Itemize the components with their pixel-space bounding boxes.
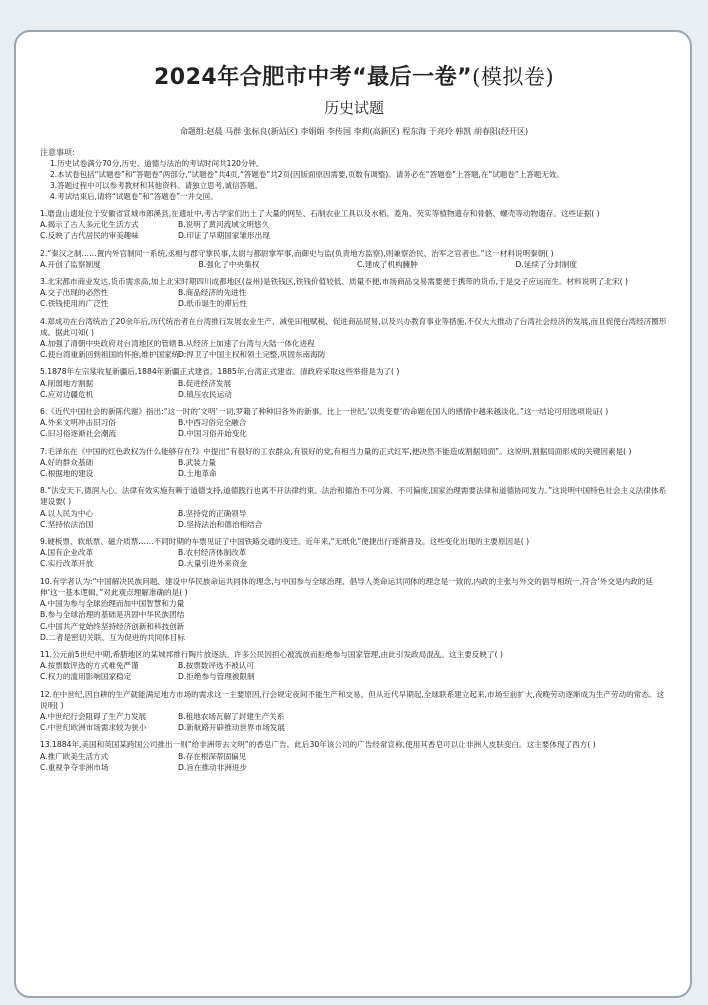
question-option: A.加强了清朝中央政府对台湾地区的管辖 <box>40 339 177 349</box>
question-option: D.延续了分封制度 <box>515 259 577 269</box>
question-option: D.中国习俗开始变化 <box>178 429 248 439</box>
question-6 <box>40 406 668 440</box>
question-option: C.权力的滥用影响国家稳定 <box>40 672 132 682</box>
question-option: D.坚持法治和德治相结合 <box>178 519 263 529</box>
question-option: A.好的群众基础 <box>40 457 94 467</box>
question-option: B.商品经济的先进性 <box>178 288 247 298</box>
exam-subtitle: 历史试题 <box>323 99 384 117</box>
question-option: B.按票数评选不被认可 <box>178 661 254 671</box>
question-option: C.中国共产党始终坚持经济创新和科技创新 <box>40 621 185 631</box>
question-option: C.反映了古代居民的审美趣味 <box>40 231 139 241</box>
question-option: B.从经济上加速了台湾与大陆一体化进程 <box>178 339 315 349</box>
question-option: A.中国为参与全球治理而加中国智慧和力量 <box>40 599 185 609</box>
question-list <box>40 208 668 773</box>
exam-paper <box>14 30 692 998</box>
question-stem: 6.《近代中国社会的新陈代谢》指出:“这一时的‘文明’一词,罗籍了种种旧各外的新事。比上一世纪,‘以夷变夏’的命题在国人的感情中越来越淡化。”这一结论可用选项说证( ) <box>40 407 609 417</box>
question-option: B.参与全球治理的基础是巩固中华民族团结 <box>40 610 185 620</box>
question-stem: 2.“秦汉之制……置内外官制同一系统,丞相与郡守掌民事,太尉与都尉掌军事,而御史与监(负责地方监察),则兼察治民、治军之官者也。”这一材料说明秦朝( ) <box>40 248 554 258</box>
question-option: C.应对边疆危机 <box>40 389 94 399</box>
exam-title <box>40 60 668 91</box>
question-option: D.土地革命 <box>178 469 217 479</box>
question-option: D.新航路开辟推动世界市场发展 <box>178 723 285 733</box>
question-13 <box>40 739 668 773</box>
question-option: A.国有企业改革 <box>40 548 94 558</box>
question-stem: 13.1884年,美国和英国某跨国公司推出一则“给非洲带去文明”的香皂广告。此后30年该公司的广告经常宣称,使用其香皂可以让非洲人皮肤变白。这主要体现了西方( ) <box>40 740 596 750</box>
question-stem: 4.郑成功在台湾统治了20余年后,历代统治者在台湾推行发展农业生产、减免田租赋税、促进商品贸易,以及兴办教育事业等措施,不仅大大推动了台湾社会经济的发展,而且促使台湾经济圈形成。据此可知( ) <box>40 316 667 337</box>
question-10 <box>40 576 668 643</box>
question-option: B.促进经济发展 <box>178 378 232 388</box>
question-option: D.旨在推动非洲进步 <box>178 762 248 772</box>
question-option: A.推广欧美生活方式 <box>40 751 109 761</box>
question-option: C.根据地的建设 <box>40 469 94 479</box>
question-stem: 7.毛泽东在《中国的红色政权为什么能够存在?》中提出“有很好的工农群众,有很好的党,有相当力量的正式红军,便决然不能造成割据局面”。这说明,割据局面形成的关键因素是( ) <box>40 446 632 456</box>
exam-title-main: 2024年合肥市中考“最后一卷” <box>153 65 473 90</box>
question-option: B.武装力量 <box>178 457 216 467</box>
question-option: A.以人民为中心 <box>40 508 94 518</box>
question-option: B.说明了黄河流域文明悠久 <box>178 220 270 230</box>
question-option: A.按票数评选的方式难免严谨 <box>40 661 139 671</box>
question-option: D.纸币诞生的滞后性 <box>178 299 248 309</box>
question-3 <box>40 276 668 310</box>
question-option: B.强化了中央集权 <box>198 259 260 269</box>
question-1 <box>40 208 668 242</box>
question-9 <box>40 536 668 570</box>
question-option: B.存在根深蒂固偏见 <box>178 751 247 761</box>
question-option: D.捍卫了中国主权和领土完整,巩固东南海防 <box>178 350 326 360</box>
question-option: D.镇压农民运动 <box>178 389 232 399</box>
question-option: B.坚持党的正确领导 <box>178 508 247 518</box>
question-12 <box>40 689 668 734</box>
question-option: B.租地农场瓦解了封建生产关系 <box>178 711 285 721</box>
question-stem: 1.磨盘山遗址位于安徽省宣城市郎溪县,在遗址中,考古学家们出土了大量的网坠、石制农业工具以及水稻、菱角、芡实等植物遗存和骨骼、螺壳等动物遗存。这些证据( ) <box>40 209 600 218</box>
notes-title: 注意事项: <box>40 148 75 157</box>
question-option: A.开创了监察制度 <box>40 259 101 269</box>
question-stem: 8.“法安天下,德润人心。法律有效实施有赖于道德支持,道德践行也离不开法律约束。法治和德治不可分离、不可偏废,国家治理需要法律和道德协同发力。”这说明中国特色社会主义法律体系建设要( ) <box>40 486 667 507</box>
question-option: A.交子出现的必然性 <box>40 288 109 298</box>
question-11 <box>40 649 668 683</box>
question-option: D.拒绝参与管理被限制 <box>178 672 255 682</box>
question-5 <box>40 366 668 400</box>
exam-notes <box>40 147 668 202</box>
question-option: C.坚持依法治国 <box>40 519 94 529</box>
question-stem: 12.在中世纪,因自耕的生产就能满足地方市场的需求这一主要原因,行会规定夜间不能生产和交易。但从近代早期起,全球联系建立起来,市场至前扩大,夜晚劳动逐渐成为生产劳动的常态。这说明( ) <box>40 689 665 710</box>
note-item: 2.本试卷包括“试题卷”和“答题卷”两部分,“试题卷”共4页,“答题卷”共2页(因版面原因需要,页数有调整)。请务必在“答题卷”上答题,在“试题卷”上答题无效。 <box>50 170 564 179</box>
question-option: C.旧习俗逐渐社会潮流 <box>40 429 117 439</box>
question-option: A.中世纪行会阻碍了生产力发展 <box>40 711 147 721</box>
question-stem: 11.公元前5世纪中期,希腊地区的某城邦推行陶片放逐法。许多公民因担心被流放而拒绝参与国家管理,由此引发政局混乱。这主要反映了( ) <box>40 649 503 659</box>
question-option: C.使台湾重新回到祖国的怀抱,维护国家统一 <box>40 350 187 360</box>
question-stem: 9.硬板票、软纸票、磁介质票……不同时期的车票见证了中国铁路交通的变迁。近年来,“无纸化”便捷出行逐渐普及。这些变化出现的主要原因是( ) <box>40 537 530 547</box>
question-stem: 3.北宋都市商业发达,货币需求高,加上北宋时期四川成都地区(益州)是铁钱区,铁钱价值较低、质量不便,市场商品交易需要便于携带的货币,于是交子应运而生。材料说明了北宋( ) <box>40 277 628 287</box>
question-stem: 5.1878年左宗棠收复新疆后,1884年新疆正式建省。1885年,台湾正式建省。清政府采取这些举措是为了( ) <box>40 367 400 377</box>
question-option: A.揭示了古人多元化生活方式 <box>40 220 139 230</box>
question-option: D.大量引进外来资金 <box>178 559 248 569</box>
question-option: C.中世纪欧洲市场需求较为狭小 <box>40 723 147 733</box>
question-option: B.农村经济体制改革 <box>178 548 247 558</box>
note-item: 3.答题过程中可以参考教材和其他资料。请独立思考,诚信答题。 <box>50 181 263 190</box>
question-2 <box>40 248 668 270</box>
question-option: C.重视争夺非洲市场 <box>40 762 109 772</box>
note-item: 1.历史试卷满分70分,历史、道德与法治的考试时间共120分钟。 <box>50 159 264 168</box>
exam-title-suffix: (模拟卷) <box>472 65 555 89</box>
question-option: A.外来文明冲击旧习俗 <box>40 418 116 428</box>
question-option: C.实行改革开放 <box>40 559 94 569</box>
question-option: C.建成了机构臃肿 <box>357 259 418 269</box>
question-stem: 10.有学者认为:“中国解决民族问题、建设中华民族命运共同体的理念,与中国参与全球治理、倡导人类命运共同体的理念是一致的,内政的主张与外交的倡导相统一,符合‘外交是内政的延伸’这一基本逻辑。”对此观点理解准确的是( ) <box>40 576 653 597</box>
question-8 <box>40 485 668 530</box>
question-option: D.印证了早期国家雏形出现 <box>178 231 270 241</box>
question-option: A.削弱地方割据 <box>40 378 94 388</box>
question-4 <box>40 316 668 361</box>
question-option: D.二者是密切关联、互为促进的共同体目标 <box>40 632 185 642</box>
question-7 <box>40 446 668 480</box>
exam-authors: 命题组:赵晨 马群 张标良(新站区) 李娟娟 李传国 李莉(高新区) 程东海 于亮玲 韩凯 胡春阳(经开区) <box>179 127 529 136</box>
question-option: C.铁钱使用的广泛性 <box>40 299 109 309</box>
question-option: B.中西习俗完全融合 <box>178 418 247 428</box>
note-item: 4.考试结束后,请将“试题卷”和“答题卷”一并交回。 <box>50 192 218 201</box>
